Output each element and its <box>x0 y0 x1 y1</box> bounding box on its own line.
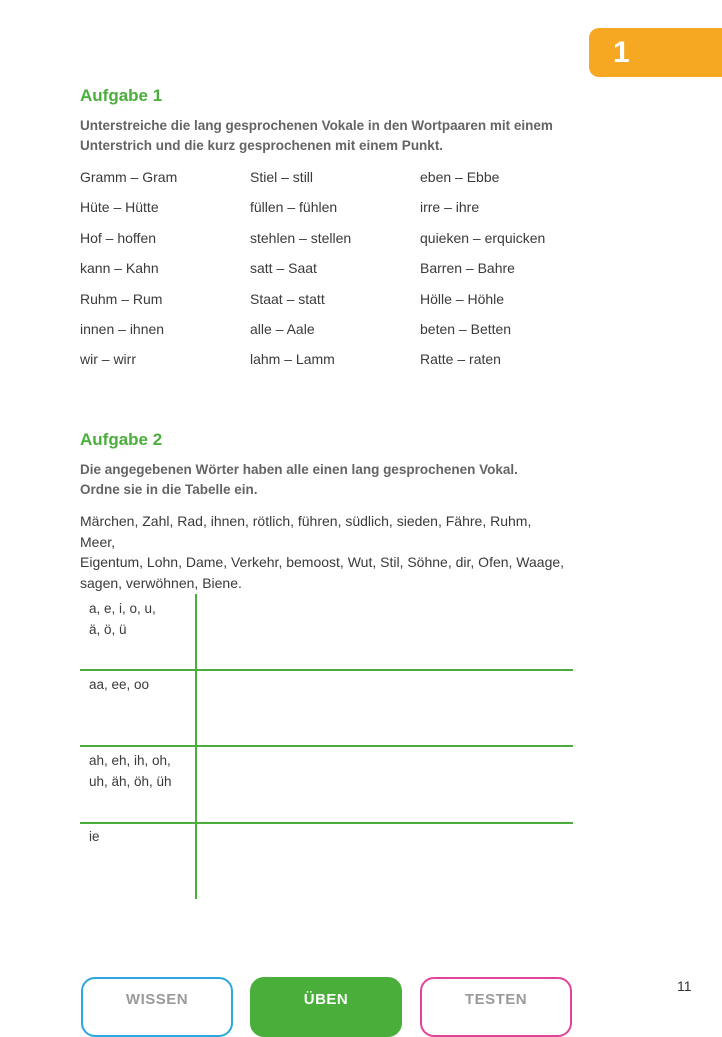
vowel-table <box>80 594 573 898</box>
table-row <box>80 746 573 822</box>
aufgabe2-instruction <box>80 460 518 500</box>
word-pair: beten – Betten <box>420 320 512 337</box>
word-pairs-grid <box>80 167 600 380</box>
word-pair: irre – ihre <box>420 199 480 216</box>
table-row-label <box>89 599 189 640</box>
word-list-line3: sagen, verwöhnen, Biene. <box>80 574 242 591</box>
word-list-line1: Märchen, Zahl, Rad, ihnen, rötlich, führen, südlich, sieden, Fähre, Ruhm, Meer, <box>80 513 532 550</box>
aufgabe2-instruction-line2: Ordne sie in die Tabelle ein. <box>80 482 258 497</box>
table-row-label <box>89 675 189 696</box>
word-list <box>80 511 570 593</box>
table-row-label <box>89 751 189 792</box>
aufgabe1-heading: Aufgabe 1 <box>80 86 163 105</box>
word-pair: innen – ihnen <box>80 320 165 337</box>
table-row <box>80 670 573 746</box>
aufgabe1-instruction-line2: Unterstrich und die kurz gesprochenen mit einem Punkt. <box>80 138 444 153</box>
word-pair: Staat – statt <box>250 290 325 307</box>
label-line: ie <box>89 829 100 844</box>
word-pair: stehlen – stellen <box>250 229 352 246</box>
nav-tab-testen[interactable]: TESTEN <box>420 977 572 1037</box>
word-pair: Hof – hoffen <box>80 229 157 246</box>
page-number: 11 <box>677 978 692 994</box>
word-list-line2: Eigentum, Lohn, Dame, Verkehr, bemoost, Wut, Stil, Söhne, dir, Ofen, Waage, <box>80 554 565 570</box>
nav-tab-ueben[interactable]: ÜBEN <box>250 977 402 1037</box>
word-pair: Hölle – Höhle <box>420 290 505 307</box>
word-pair: Hüte – Hütte <box>80 199 159 216</box>
word-pair: satt – Saat <box>250 260 317 277</box>
word-pair: eben – Ebbe <box>420 169 500 185</box>
word-pair: Barren – Bahre <box>420 260 515 277</box>
aufgabe1-instruction <box>80 116 553 156</box>
word-pair: Stiel – still <box>250 169 314 185</box>
label-line: ah, eh, ih, oh, <box>89 753 171 768</box>
word-pair: wir – wirr <box>80 351 136 368</box>
nav-tab-wissen[interactable]: WISSEN <box>81 977 233 1037</box>
table-row <box>80 822 573 898</box>
word-pair: Gramm – Gram <box>80 169 178 185</box>
chapter-tab <box>589 28 722 77</box>
label-line: ä, ö, ü <box>89 621 127 637</box>
label-line: uh, äh, öh, üh <box>89 773 172 789</box>
aufgabe2-heading: Aufgabe 2 <box>80 430 163 449</box>
table-row-label <box>89 827 189 848</box>
label-line: a, e, i, o, u, <box>89 601 156 616</box>
word-pair: Ruhm – Rum <box>80 290 163 307</box>
table-row <box>80 594 573 670</box>
label-line: aa, ee, oo <box>89 677 150 692</box>
word-pair: alle – Aale <box>250 320 315 337</box>
aufgabe1-instruction-line1: Unterstreiche die lang gesprochenen Vokale in den Wortpaaren mit einem <box>80 118 553 133</box>
chapter-number: 1 <box>613 35 630 69</box>
aufgabe2-instruction-line1: Die angegebenen Wörter haben alle einen lang gesprochenen Vokal. <box>80 462 518 477</box>
word-pair: füllen – fühlen <box>250 199 338 216</box>
word-pair: Ratte – raten <box>420 351 501 368</box>
word-pair: kann – Kahn <box>80 260 159 277</box>
word-pair: lahm – Lamm <box>250 351 335 368</box>
word-pair: quieken – erquicken <box>420 229 546 246</box>
